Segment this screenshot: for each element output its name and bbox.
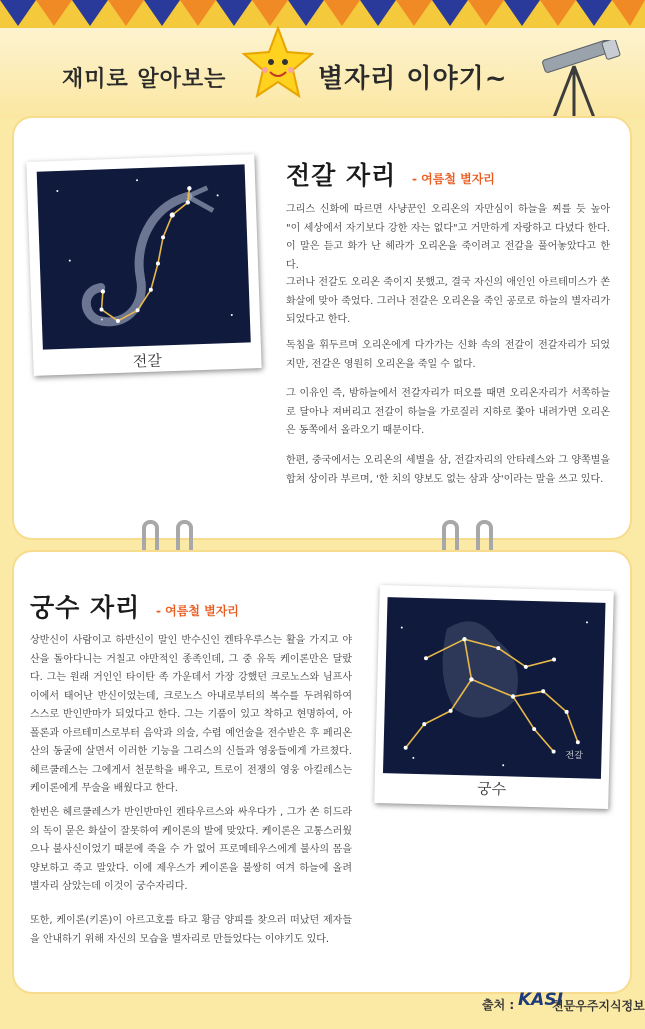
sagittarius-paragraph-3: 또한, 케이론(키론)이 아르고호를 타고 황금 양피를 찾으러 떠났던 제자들을 안내하기 위해 자신의 모습을 별자리로 만들었다는 이야기도 있다.	[30, 915, 352, 945]
sagittarius-image-label: 전갈	[565, 750, 583, 762]
scorpius-paragraph-1: 그리스 신화에 따르면 사냥꾼인 오리온의 자만심이 하늘을 찌를 듯 높아 "이 세상에서 자기보다 강한 자는 없다"고 거만하게 자랑하고 다녔다 한다. 이 말은 듣고 화가 난 헤라가 오리온을 죽이려고 전갈을 풀어놓았다고 한다.	[286, 204, 610, 271]
page-title-part1: 재미로 알아보는	[62, 67, 227, 92]
sagittarius-paragraph-2: 한번은 헤르쿨레스가 반인반마인 켄타우르스와 싸우다가 , 그가 쏜 히드라의 독이 묻은 화살이 잘못하여 케이론의 발에 맞았다. 케이론은 고통스러웠으나 불사신이었기 때문에 죽을 수 가 없어 프로메테우스에게 불사의 몸을 양보하고 죽고 말았다. 이에 제우스가 케이론을 불쌍히 여겨 하늘에 올려 별자리 삼았는데 이것이 궁수자리다.	[30, 807, 352, 892]
scorpius-photo-caption: 전갈	[132, 351, 163, 371]
sagittarius-paragraph-1: 상반신이 사람이고 하반신이 말인 반수신인 켄타우루스는 활을 가지고 야산을 돌아다니는 거칠고 야만적인 종족인데, 그 중 유독 케이론만은 달랐다. 그는 원래 거인인 타이탄 족 가운데서 가장 강했던 크로노스와 님프사이에서 태어난 반신이었는데, 크로노스 아내로부터의 복수를 두려워하여 스스로 반인반마가 되었다고 한다. 그는 기품이 있고 착하고 현명하여, 아폴론과 아르테미스로부터 음악과 의술, 수렵 예언술을 전수받은 후 페리온 산의 동굴에 살면서 이러한 기능을 그리스의 신들과 영웅들에게 가르쳤다. 헤르쿨레스는 그에게서 천문학을 배우고, 트로이 전쟁의 영웅 아킬레스는 케이론에게 무술을 배웠다고 한다.	[30, 635, 352, 794]
scorpius-photo	[26, 154, 261, 376]
telescope-icon	[528, 40, 624, 128]
sagittarius-subtitle: - 여름철 별자리	[156, 604, 239, 618]
sagittarius-photo	[374, 585, 614, 809]
sagittarius-sky-image	[383, 597, 606, 779]
sagittarius-title: 궁수 자리	[30, 593, 141, 622]
scorpius-paragraph-2: 그러나 전갈도 오리온 죽이지 못했고, 결국 자신의 애인인 아르테미스가 쏜 화살에 맞아 죽었다. 그러나 전갈은 오리온을 죽인 공로로 하늘의 별자리가 되었다고 한다.	[286, 277, 610, 325]
scorpius-paragraph-3: 독침을 휘두르며 오리온에게 다가가는 신화 속의 전갈이 전갈자리가 되었지만, 전갈은 영원히 오리온을 죽일 수 없다.	[286, 340, 610, 370]
star-mascot-icon	[242, 26, 314, 102]
scorpius-sky-image	[37, 164, 251, 349]
scorpius-subtitle: - 여름철 별자리	[412, 172, 495, 186]
kasi-logo: KASI	[518, 990, 563, 1010]
bunting-banner	[0, 0, 645, 28]
page-title-part2: 별자리 이야기~	[318, 64, 508, 94]
source-organization: 천문우주지식정보	[552, 999, 645, 1013]
scorpius-constellation-icon	[37, 164, 251, 349]
bunting-flags	[0, 0, 645, 28]
scorpius-paragraph-5: 한편, 중국에서는 오리온의 세별을 삼, 전갈자리의 안타레스와 그 양쪽별을 합쳐 상이라 부르며, '한 치의 양보도 없는 삼과 상'이라는 말을 쓰고 있다.	[286, 455, 610, 485]
sagittarius-photo-caption: 궁수	[476, 779, 507, 799]
scorpius-paragraph-4: 그 이유인 즉, 밤하늘에서 전갈자리가 떠오를 때면 오리온자리가 서쪽하늘로 달아나 져버리고 전갈이 하늘을 가로질러 지하로 쫓아 내려가면 오리온은 동쪽에서 올라오기 때문이다.	[286, 388, 610, 436]
source-label: 출처 :	[482, 998, 515, 1012]
scorpius-title: 전갈 자리	[286, 161, 397, 190]
